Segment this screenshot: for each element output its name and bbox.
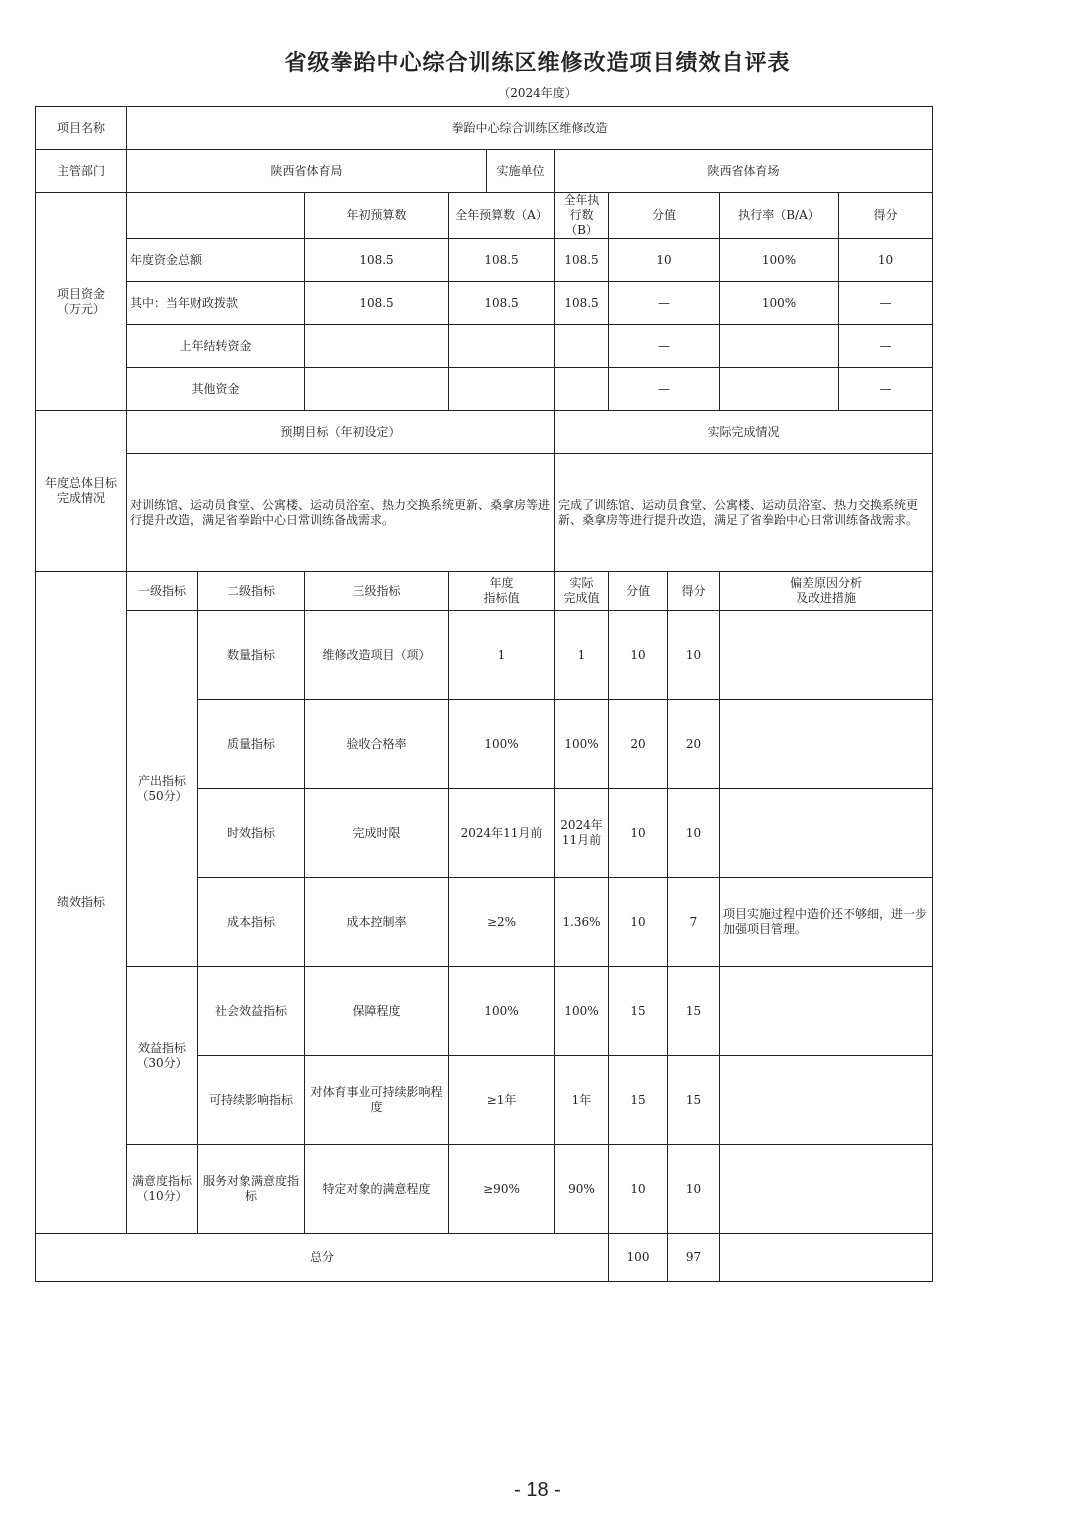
perf-actual: 1.36% [555, 878, 609, 967]
perf-got: 7 [668, 878, 720, 967]
funds-label: 项目资金 （万元） [36, 193, 127, 411]
funds-cell: 100% [720, 239, 839, 282]
funds-cell [720, 368, 839, 411]
funds-row [36, 325, 933, 368]
perf-l3: 特定对象的满意程度 [305, 1145, 449, 1234]
perf-got: 15 [668, 1056, 720, 1145]
funds-cell: — [839, 325, 933, 368]
perf-score: 10 [609, 878, 668, 967]
perf-target: ≥2% [449, 878, 555, 967]
funds-cell [305, 325, 449, 368]
perf-l3: 保障程度 [305, 967, 449, 1056]
funds-cell: 100% [720, 282, 839, 325]
perf-l3: 成本控制率 [305, 878, 449, 967]
perf-target: ≥1年 [449, 1056, 555, 1145]
funds-header: 得分 [839, 193, 933, 239]
perf-score: 15 [609, 1056, 668, 1145]
perf-row [36, 1145, 933, 1234]
funds-cell: 108.5 [449, 239, 555, 282]
project-name-label: 项目名称 [36, 107, 127, 150]
perf-actual: 1 [555, 611, 609, 700]
funds-header-row [36, 193, 933, 239]
perf-header: 偏差原因分析 及改进措施 [720, 572, 933, 611]
perf-l2: 可持续影响指标 [198, 1056, 305, 1145]
total-note [720, 1234, 933, 1282]
perf-header: 一级指标 [127, 572, 198, 611]
perf-header: 分值 [609, 572, 668, 611]
funds-cell: 10 [839, 239, 933, 282]
perf-l2: 成本指标 [198, 878, 305, 967]
funds-cell: 108.5 [305, 239, 449, 282]
total-score: 100 [609, 1234, 668, 1282]
total-row [36, 1234, 933, 1282]
funds-row [36, 239, 933, 282]
perf-actual: 100% [555, 967, 609, 1056]
perf-label: 绩效指标 [36, 572, 127, 1234]
funds-cell: — [609, 282, 720, 325]
perf-l2: 社会效益指标 [198, 967, 305, 1056]
funds-row-label: 年度资金总额 [127, 239, 305, 282]
funds-header: 分值 [609, 193, 720, 239]
perf-got: 10 [668, 611, 720, 700]
funds-row [36, 368, 933, 411]
perf-row [36, 967, 933, 1056]
funds-cell [555, 368, 609, 411]
unit-value: 陕西省体育场 [555, 150, 933, 193]
total-got: 97 [668, 1234, 720, 1282]
project-name-value: 拳跆中心综合训练区维修改造 [127, 107, 933, 150]
perf-header: 三级指标 [305, 572, 449, 611]
perf-note [720, 1145, 933, 1234]
perf-note [720, 700, 933, 789]
dept-value: 陕西省体育局 [127, 150, 487, 193]
dept-label: 主管部门 [36, 150, 127, 193]
funds-cell: 108.5 [449, 282, 555, 325]
funds-cell [449, 325, 555, 368]
goals-header-row [36, 411, 933, 454]
project-name-row [36, 107, 933, 150]
perf-actual: 100% [555, 700, 609, 789]
expected-goal-header: 预期目标（年初设定） [127, 411, 555, 454]
perf-l3: 维修改造项目（项） [305, 611, 449, 700]
perf-note [720, 789, 933, 878]
funds-cell [305, 368, 449, 411]
funds-header: 年初预算数 [305, 193, 449, 239]
perf-l3: 完成时限 [305, 789, 449, 878]
perf-note [720, 1056, 933, 1145]
funds-header: 全年执行数（B） [555, 193, 609, 239]
goals-content-row [36, 454, 933, 572]
perf-l3: 对体育事业可持续影响程度 [305, 1056, 449, 1145]
dept-row [36, 150, 933, 193]
funds-cell [449, 368, 555, 411]
unit-label: 实施单位 [487, 150, 555, 193]
perf-row [36, 611, 933, 700]
funds-cell: — [609, 325, 720, 368]
perf-note [720, 611, 933, 700]
funds-cell: 10 [609, 239, 720, 282]
actual-result-text: 完成了训练馆、运动员食堂、公寓楼、运动员浴室、热力交换系统更新、桑拿房等进行提升改造，满足了省拳跆中心日常训练备战需求。 [555, 454, 933, 572]
year-label: （2024年度） [498, 86, 577, 100]
perf-header: 得分 [668, 572, 720, 611]
perf-got: 10 [668, 789, 720, 878]
perf-target: 100% [449, 967, 555, 1056]
perf-group-label: 产出指标 （50分） [127, 611, 198, 967]
evaluation-table [35, 106, 933, 1282]
funds-row [36, 282, 933, 325]
perf-group-label: 满意度指标（10分） [127, 1145, 198, 1234]
funds-row-label: 其他资金 [127, 368, 305, 411]
expected-goal-text: 对训练馆、运动员食堂、公寓楼、运动员浴室、热力交换系统更新、桑拿房等进行提升改造，满足省拳跆中心日常训练备战需求。 [127, 454, 555, 572]
perf-target: 100% [449, 700, 555, 789]
perf-note [720, 967, 933, 1056]
perf-score: 10 [609, 1145, 668, 1234]
page-number: - 18 - [514, 1479, 561, 1501]
perf-score: 20 [609, 700, 668, 789]
perf-got: 15 [668, 967, 720, 1056]
perf-actual: 90% [555, 1145, 609, 1234]
perf-got: 20 [668, 700, 720, 789]
funds-cell [720, 325, 839, 368]
perf-header: 年度 指标值 [449, 572, 555, 611]
funds-cell: 108.5 [555, 282, 609, 325]
total-label: 总分 [36, 1234, 609, 1282]
perf-header-row [36, 572, 933, 611]
perf-target: 1 [449, 611, 555, 700]
funds-row-label: 上年结转资金 [127, 325, 305, 368]
funds-cell: — [839, 282, 933, 325]
perf-actual: 1年 [555, 1056, 609, 1145]
perf-l2: 服务对象满意度指标 [198, 1145, 305, 1234]
perf-actual: 2024年11月前 [555, 789, 609, 878]
perf-l2: 时效指标 [198, 789, 305, 878]
funds-cell: 108.5 [305, 282, 449, 325]
perf-score: 15 [609, 967, 668, 1056]
perf-score: 10 [609, 789, 668, 878]
perf-group-label: 效益指标 （30分） [127, 967, 198, 1145]
page-title: 省级拳跆中心综合训练区维修改造项目绩效自评表 [284, 51, 791, 76]
perf-note: 项目实施过程中造价还不够细，进一步加强项目管理。 [720, 878, 933, 967]
perf-l2: 数量指标 [198, 611, 305, 700]
perf-l3: 验收合格率 [305, 700, 449, 789]
funds-cell: — [839, 368, 933, 411]
perf-header: 二级指标 [198, 572, 305, 611]
funds-header: 执行率（B/A） [720, 193, 839, 239]
funds-cell: 108.5 [555, 239, 609, 282]
funds-cell [555, 325, 609, 368]
perf-l2: 质量指标 [198, 700, 305, 789]
funds-header-blank [127, 193, 305, 239]
goals-label: 年度总体目标 完成情况 [36, 411, 127, 572]
perf-header: 实际 完成值 [555, 572, 609, 611]
perf-target: ≥90% [449, 1145, 555, 1234]
perf-got: 10 [668, 1145, 720, 1234]
perf-score: 10 [609, 611, 668, 700]
funds-cell: — [609, 368, 720, 411]
perf-target: 2024年11月前 [449, 789, 555, 878]
funds-row-label: 其中：当年财政拨款 [127, 282, 305, 325]
actual-result-header: 实际完成情况 [555, 411, 933, 454]
funds-header: 全年预算数（A） [449, 193, 555, 239]
